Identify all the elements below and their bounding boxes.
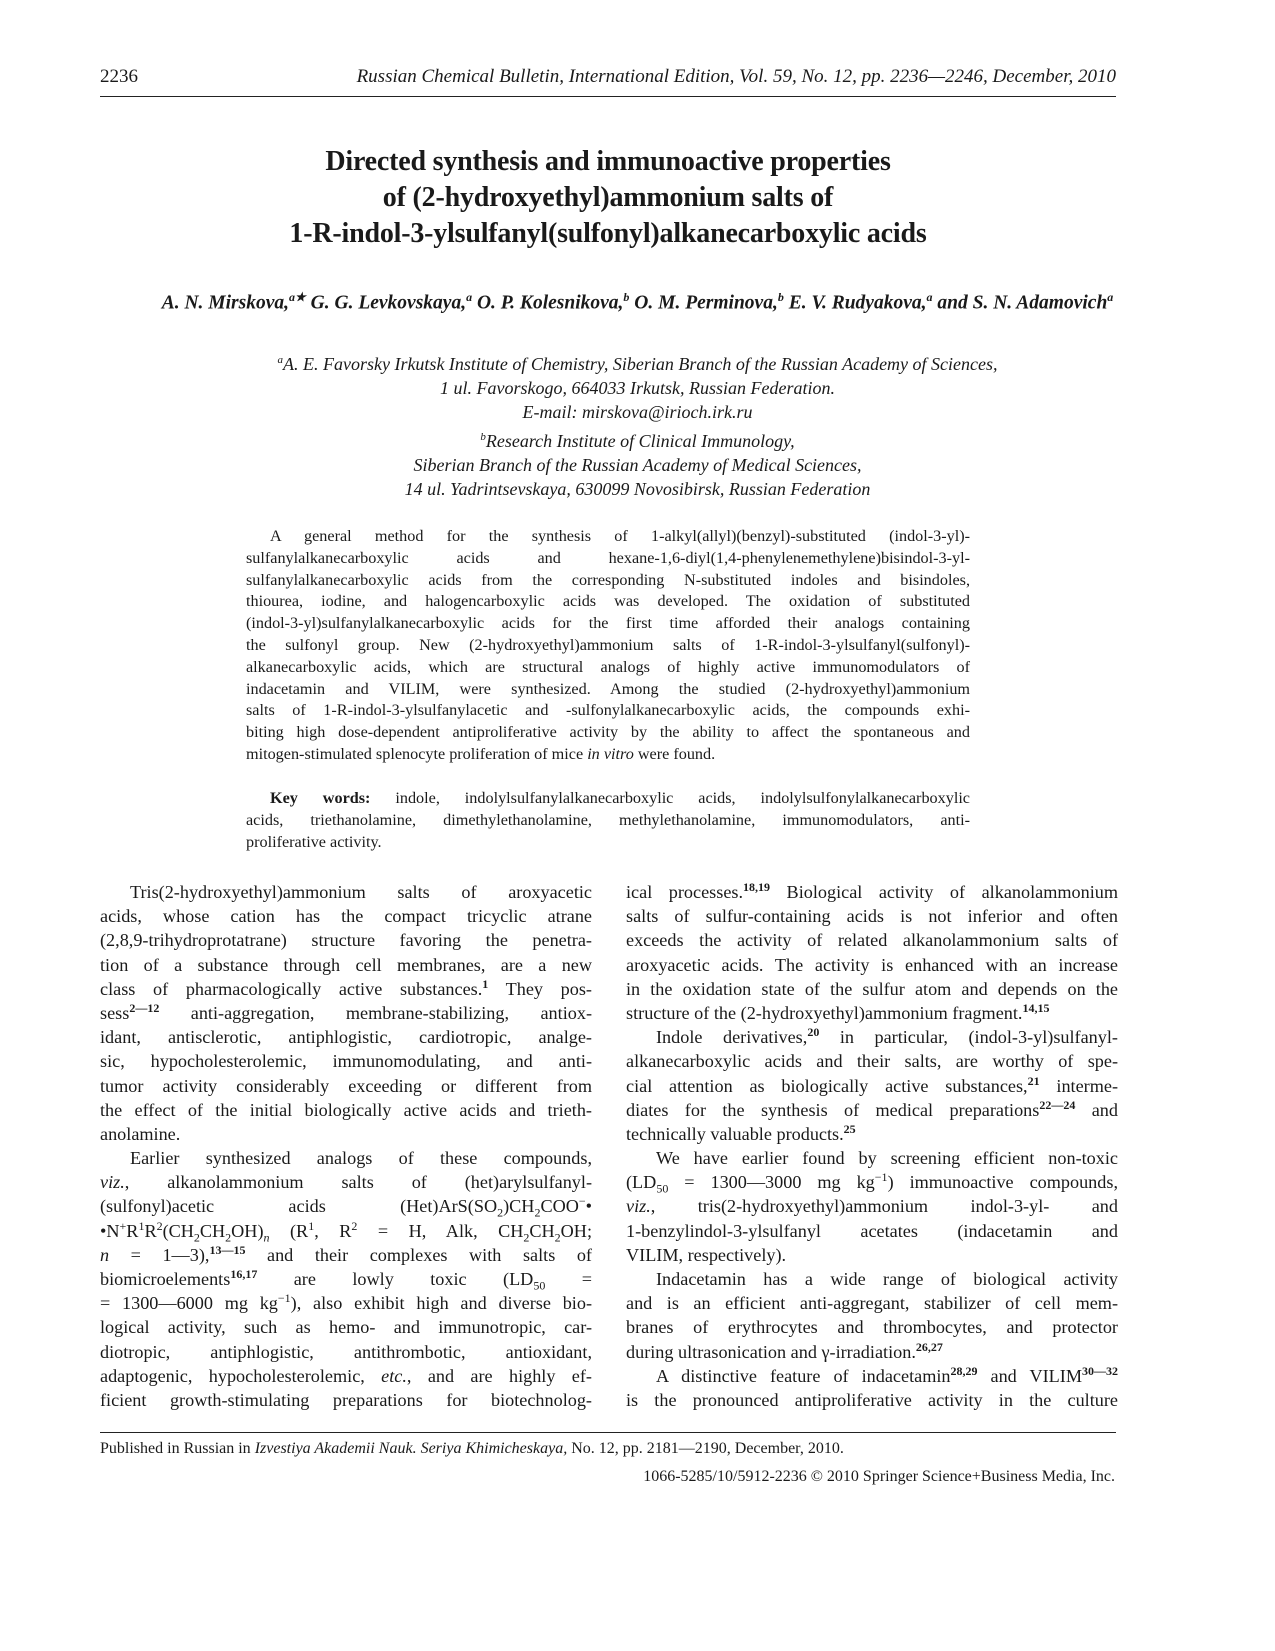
running-header — [100, 66, 1116, 97]
abstract: A general method for the synthesis of 1-alkyl(allyl)(benzyl)-substituted (indol-3-yl)- sulfanylalkanecarboxylic acids and hexane-1,6-diyl(1,4-phenylenemethylene)bisindol-3-yl- sulfanylalkanecarboxylic acids from the corresponding N-substituted indoles and bisindoles, thiourea, iodine, and halogencarboxylic acids was developed. The oxidation of substituted (indol-3-yl)sulfanylalkanecarboxylic acids for the first time afforded their analogs containing the sulfonyl group. New (2-hydroxyethyl)ammonium salts of 1-R-indol-3-ylsulfanyl(sulfonyl)- alkanecarboxylic acids, which are structural analogs of highly active immunomodulators of indacetamin and VILIM, were synthesized. Among the studied (2-hydroxyethyl)ammonium salts of 1-R-indol-3-ylsulfanylacetic and -sulfonylalkanecarboxylic acids, the compounds exhi- biting high dose-dependent antiproliferative activity by the ability to affect the spontaneous and mitogen-stimulated splenocyte proliferation of mice in vitro were found. — [246, 527, 970, 763]
article-title: Directed synthesis and immunoactive properties of (2-hydroxyethyl)ammonium salts of 1-R-indol-3-ylsulfanyl(sulfonyl)alkanecarboxylic acids — [289, 146, 927, 249]
ref-link[interactable]: 28,29 — [950, 1363, 978, 1378]
author-list: A. N. Mirskova,$^{a★}$ G. G. Levkovskaya,$^a$ O. P. Kolesnikova,$^b$ O. M. Perminova,$^b$ E. V. Rudyakova,$^a$ and S. N. Adamovich$^a$ — [161, 290, 1114, 314]
ref-link[interactable]: 2—12 — [129, 1000, 160, 1015]
body-column-right: ical processes.$^{18,19}$ Biological activity of alkanolammonium salts of sulfur-containing acids is not inferior and often exceeds the activity of related alkanolammonium salts of aroxyacetic acids. The activity is enhanced with an increase in the oxidation state of the sulfur atom and depends on the structure of the (2-hydroxyethyl)ammonium fragment.$^{14,15}$ Indole derivatives,$^{20}$ in particular, (indol-3-yl)sulfanyl- alkanecarboxylic acids and their salts, are worthy of spe- cial attention as biologically active substances,$^{21}$ interme- diates for the synthesis of medical preparations$^{22—24}$ and technically valuable products.$^{25}$ We have earlier found by screening efficient non-toxic ($LD_{50}$ = 1300—3000 mg $kg^{-1}$) immunoactive compounds, viz., tris(2-hydroxyethyl)ammonium indol-3-yl- and 1-benzylindol-3-ylsulfanyl acetates (indacetamin and VILIM, respectively). Indacetamin has a wide range of biological activity and is an efficient anti-aggregant, stabilizer of cell mem- branes of erythrocytes and thrombocytes, and protector during ultrasonication and γ-irradiation.$^{26,27}$ A distinctive feature of indacetamin$^{28,29}$ and $VILIM^{30—32}$ is the pronounced antiproliferative activity in the culture — [626, 879, 1119, 1410]
ref-link[interactable]: 20 — [807, 1025, 820, 1040]
ref-link[interactable]: 16,17 — [230, 1266, 258, 1281]
body-column-left: Tris(2-hydroxyethyl)ammonium salts of aroxyacetic acids, whose cation has the compact tricyclic atrane (2,8,9-trihydroprotatrane) structure favoring the penetra- tion of a substance through cell membranes, are a new class of pharmacologically active substances.$^1$ They pos- sess$^{2—12}$ anti-aggregation, membrane-stabilizing, antiox- idant, antisclerotic, antiphlogistic, cardiotropic, analge- sic, hypocholesterolemic, immunomodulating, and anti- tumor activity considerably exceeding or different from the effect of the initial biologically active acids and trieth- anolamine. Earlier synthesized analogs of these compounds, viz., alkanolammonium salts of (het)arylsulfanyl- (sulfonyl)acetic acids $(Het)ArS(SO_2)CH_2COO^-•$ $•N^+R^1R^2(CH_2CH_2OH)_n$ ($R^1$, $R^2 = H$, Alk, $CH_2CH_2OH$; n = 1—3),$^{13—15}$ and their complexes with salts of biomicroelements$^{16,17}$ are lowly toxic ($LD_{50}$ = = 1300—6000 mg $kg^{-1}$), also exhibit high and diverse bio- logical activity, such as hemo- and immunotropic, car- diotropic, antiphlogistic, antithrombotic, antioxidant, adaptogenic, hypocholesterolemic, etc., and are highly ef- ficient growth-stimulating preparations for biotechnolog- — [100, 882, 593, 1410]
ref-link[interactable]: 26,27 — [915, 1339, 943, 1354]
ref-link[interactable]: 13—15 — [209, 1242, 246, 1257]
footer-divider — [100, 1432, 1116, 1433]
affiliations: $^a$A. E. Favorsky Irkutsk Institute of Chemistry, Siberian Branch of the Russian Academy of Sciences, 1 ul. Favorskogo, 664033 Irkutsk, Russian Federation. E-mail: mirskova@irioch.irk.ru $^b$Research Institute of Clinical Immunology, Siberian Branch of the Russian Academy of Medical Sciences, 14 ul. Yadrintsevskaya, 630099 Novosibirsk, Russian Federation — [120, 348, 1155, 501]
publication-note: Published in Russian in Izvestiya Akademii Nauk. Seriya Khimicheskaya, No. 12, pp. 2181—2190, December, 2010. — [100, 1440, 844, 1457]
ref-link[interactable]: 22—24 — [1039, 1097, 1076, 1112]
ref-link[interactable]: 25 — [843, 1121, 856, 1136]
ref-link[interactable]: 21 — [1027, 1073, 1040, 1088]
journal-citation: Russian Chemical Bulletin, International Edition, Vol. 59, No. 12, pp. 2236—2246, December, 2010 — [356, 66, 1116, 87]
email-address[interactable]: E-mail: mirskova@irioch.irk.ru — [522, 402, 753, 423]
ref-link[interactable]: 18,19 — [743, 879, 771, 894]
ref-link[interactable]: 1 — [482, 976, 489, 991]
page-number: 2236 — [100, 66, 138, 87]
ref-link[interactable]: 14,15 — [1022, 1000, 1050, 1015]
keywords: Key words: indole, indolylsulfanylalkanecarboxylic acids, indolylsulfonylalkanecarboxylic acids, triethanolamine, dimethylethanolamine, methylethanolamine, immunomodulators, anti- proliferative activity. — [246, 789, 970, 851]
copyright-line: 1066-5285/10/5912-2236 © 2010 Springer Science+Business Media, Inc. — [643, 1468, 1115, 1485]
ref-link[interactable]: 30—32 — [1082, 1363, 1119, 1378]
